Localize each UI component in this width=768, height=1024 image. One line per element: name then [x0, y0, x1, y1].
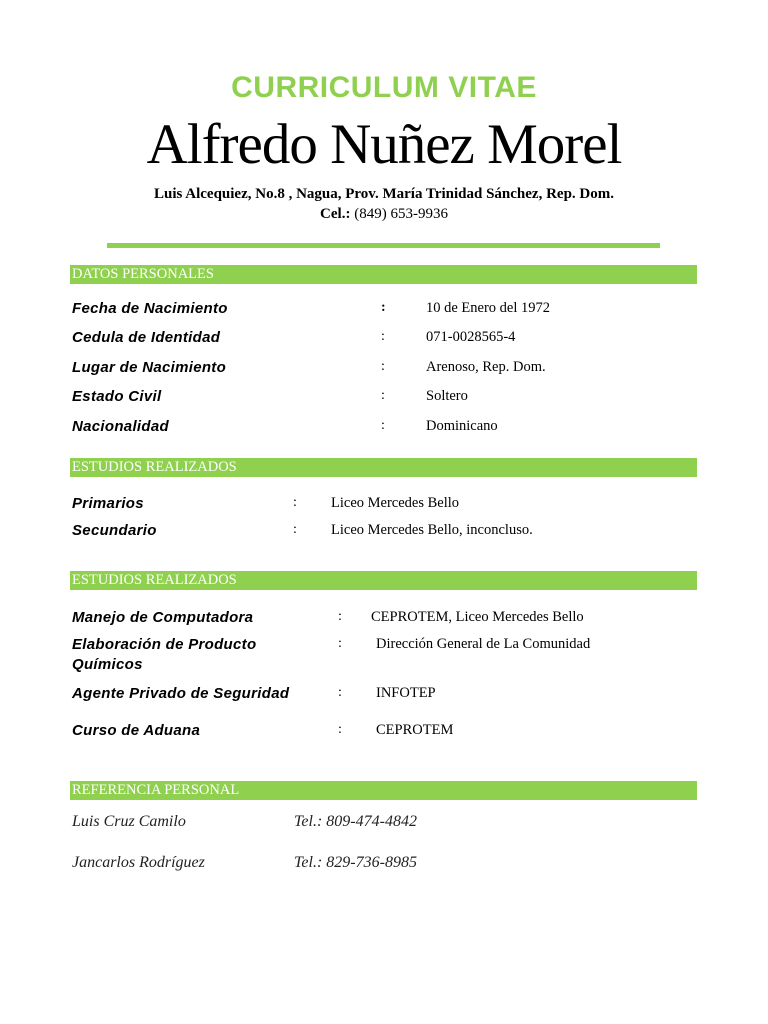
separator: : [381, 359, 385, 374]
value-primary: Liceo Mercedes Bello [331, 495, 460, 511]
header-divider [107, 243, 660, 248]
separator: : [293, 495, 297, 510]
label-id-card: Cedula de Identidad [72, 329, 221, 346]
label-secondary: Secundario [72, 522, 157, 539]
label-security-agent: Agente Privado de Seguridad [72, 685, 290, 702]
address-line [0, 186, 768, 203]
candidate-name: Alfredo Nuñez Morel [146, 113, 622, 176]
label-computing: Manejo de Computadora [72, 609, 254, 626]
separator: : [381, 329, 385, 344]
reference-name: Luis Cruz Camilo [72, 813, 186, 830]
cv-title: CURRICULUM VITAE [231, 71, 537, 104]
phone-line [0, 206, 768, 223]
reference-phone: Tel.: 809-474-4842 [294, 813, 417, 830]
value-secondary: Liceo Mercedes Bello, inconcluso. [331, 522, 533, 538]
label-birth-date: Fecha de Nacimiento [72, 300, 228, 317]
value-computing: CEPROTEM, Liceo Mercedes Bello [371, 609, 584, 625]
separator: : [293, 522, 297, 537]
label-primary: Primarios [72, 495, 144, 512]
separator: : [381, 300, 386, 315]
section-heading-personal: DATOS PERSONALES [70, 265, 697, 284]
value-customs: CEPROTEM [376, 722, 454, 738]
value-civil-status: Soltero [426, 388, 468, 404]
separator: : [338, 722, 342, 737]
address-text: Luis Alcequiez, No.8 , Nagua, Prov. María Trinidad Sánchez, Rep. Dom. [153, 186, 615, 202]
label-birth-place: Lugar de Nacimiento [72, 359, 227, 376]
label-chemical-products: Elaboración de Producto [72, 636, 257, 653]
label-customs: Curso de Aduana [72, 722, 201, 739]
label-chemical-products-line2: Químicos [72, 656, 143, 673]
label-nationality: Nacionalidad [72, 418, 169, 435]
cel-label: Cel.: [320, 206, 351, 222]
reference-name: Jancarlos Rodríguez [72, 854, 205, 871]
section-heading-courses: ESTUDIOS REALIZADOS [70, 571, 697, 590]
value-birth-place: Arenoso, Rep. Dom. [426, 359, 546, 375]
separator: : [338, 636, 342, 651]
label-civil-status: Estado Civil [72, 388, 162, 405]
value-security-agent: INFOTEP [376, 685, 436, 701]
value-birth-date: 10 de Enero del 1972 [426, 300, 551, 316]
value-chemical-products: Dirección General de La Comunidad [376, 636, 591, 652]
reference-phone: Tel.: 829-736-8985 [294, 854, 417, 871]
section-heading-references: REFERENCIA PERSONAL [70, 781, 697, 800]
separator: : [381, 418, 385, 433]
separator: : [338, 685, 342, 700]
separator: : [338, 609, 342, 624]
separator: : [381, 388, 385, 403]
value-id-card: 071-0028565-4 [426, 329, 516, 345]
section-heading-studies: ESTUDIOS REALIZADOS [70, 458, 697, 477]
cel-value: (849) 653-9936 [354, 206, 448, 222]
value-nationality: Dominicano [426, 418, 498, 434]
